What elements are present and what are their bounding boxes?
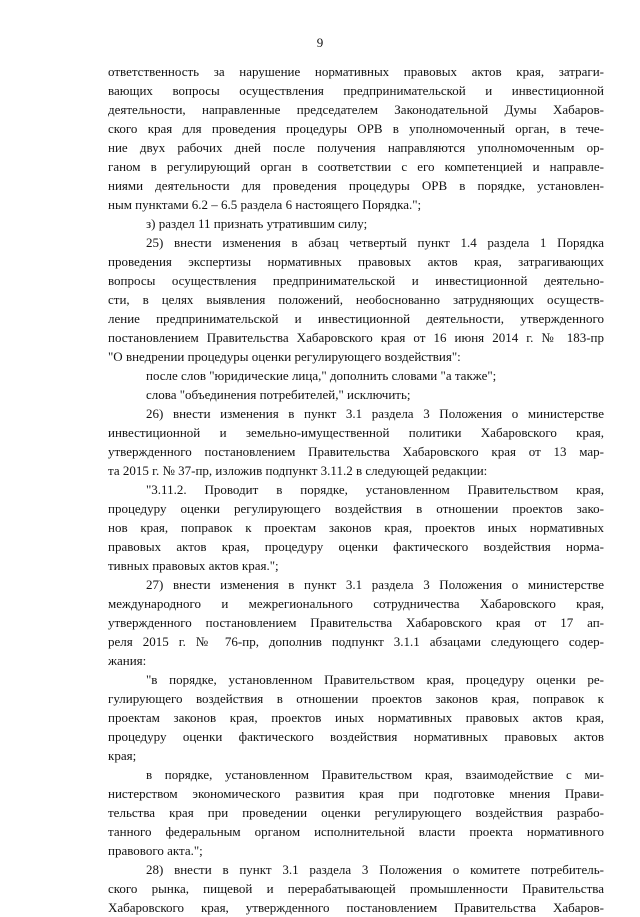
text-line: тивных правовых актов края.";: [108, 558, 279, 573]
text-line: утвержденного постановлением Правительства Хабаровского края от 13 мар-: [108, 444, 604, 459]
text-line: процедуру оценки фактического воздействия нормативных правовых актов: [108, 729, 604, 744]
text-line: танного федеральным органом исполнительной власти проекта нормативного: [108, 824, 604, 839]
text-line: гулирующего воздействия в отношении проектов законов края, поправок к: [108, 691, 604, 706]
text-line: ганом в регулирующий орган в соответствии с его компетенцией и направле-: [108, 159, 604, 174]
text-line: ление предпринимательской и инвестиционной деятельности, утвержденного: [108, 311, 604, 326]
text-line: "в порядке, установленном Правительством края, процедуру оценки ре-: [146, 672, 604, 687]
text-line: нов края, поправок к проектам законов края, проектов иных нормативных: [108, 520, 604, 535]
text-line: деятельности, направленные председателем Законодательной Думы Хабаров-: [108, 102, 604, 117]
text-line: "3.11.2. Проводит в порядке, установленном Правительством края,: [146, 482, 604, 497]
text-line: ным пунктами 6.2 – 6.5 раздела 6 настоящего Порядка.";: [108, 197, 422, 212]
text-line: жания:: [108, 653, 147, 668]
text-line: правовых актов края, процедуру оценки фактического воздействия норма-: [108, 539, 604, 554]
text-line: в порядке, установленном Правительством края, взаимодействие с ми-: [146, 767, 604, 782]
text-line: 28) внести в пункт 3.1 раздела 3 Положения о комитете потребитель-: [146, 862, 604, 877]
text-line: нистерством экономического развития края при подготовке мнения Прави-: [108, 786, 604, 801]
text-line: та 2015 г. № 37-пр, изложив подпункт 3.11.2 в следующей редакции:: [108, 463, 488, 478]
text-line: вающих вопросы осуществления предпринимательской и инвестиционной: [108, 83, 604, 98]
text-line: после слов "юридические лица," дополнить словами "а также";: [146, 368, 497, 383]
text-line: тельства края при проведении оценки регулирующего воздействия разрабо-: [108, 805, 604, 820]
text-line: 27) внести изменения в пункт 3.1 раздела 3 Положения о министерстве: [146, 577, 604, 592]
text-line: 25) внести изменения в абзац четвертый пункт 1.4 раздела 1 Порядка: [146, 235, 604, 250]
text-line: вопросы осуществления предпринимательской и инвестиционной деятельно-: [108, 273, 604, 288]
text-line: инвестиционной и земельно-имущественной политики Хабаровского края,: [108, 425, 604, 440]
text-line: утвержденного постановлением Правительства Хабаровского края от 17 ап-: [108, 615, 604, 630]
document-body: [108, 62, 604, 917]
text-line: Хабаровского края, утвержденного постановлением Правительства Хабаров-: [108, 900, 604, 915]
text-line: ниями деятельности для проведения процедуры ОРВ в порядке, установлен-: [108, 178, 604, 193]
text-line: проектам законов края, проектов иных нормативных правовых актов края,: [108, 710, 604, 725]
page-number: 9: [316, 35, 324, 50]
text-line: ние двух рабочих дней после получения направляются уполномоченным ор-: [108, 140, 604, 155]
text-line: постановлением Правительства Хабаровского края от 16 июня 2014 г. № 183-пр: [108, 330, 604, 345]
text-line: "О внедрении процедуры оценки регулирующего воздействия":: [108, 349, 461, 364]
text-line: правового акта.";: [108, 843, 203, 858]
text-line: з) раздел 11 признать утратившим силу;: [146, 216, 368, 231]
text-line: 26) внести изменения в пункт 3.1 раздела 3 Положения о министерстве: [146, 406, 604, 421]
text-line: ского края для проведения процедуры ОРВ в уполномоченный орган, в тече-: [108, 121, 604, 136]
text-line: процедуру оценки регулирующего воздействия в отношении проектов зако-: [108, 501, 604, 516]
text-line: проведения экспертизы нормативных правовых актов края, затрагивающих: [108, 254, 604, 269]
text-line: реля 2015 г. № 76-пр, дополнив подпункт 3.1.1 абзацами следующего содер-: [108, 634, 604, 649]
text-line: сти, в целях выявления положений, необоснованно затрудняющих осуществ-: [108, 292, 604, 307]
text-line: слова "объединения потребителей," исключить;: [146, 387, 411, 402]
text-line: края;: [108, 748, 137, 763]
text-line: ского рынка, пищевой и перерабатывающей промышленности Правительства: [108, 881, 604, 896]
text-line: ответственность за нарушение нормативных правовых актов края, затраги-: [108, 64, 604, 79]
text-line: международного и межрегионального сотрудничества Хабаровского края,: [108, 596, 604, 611]
